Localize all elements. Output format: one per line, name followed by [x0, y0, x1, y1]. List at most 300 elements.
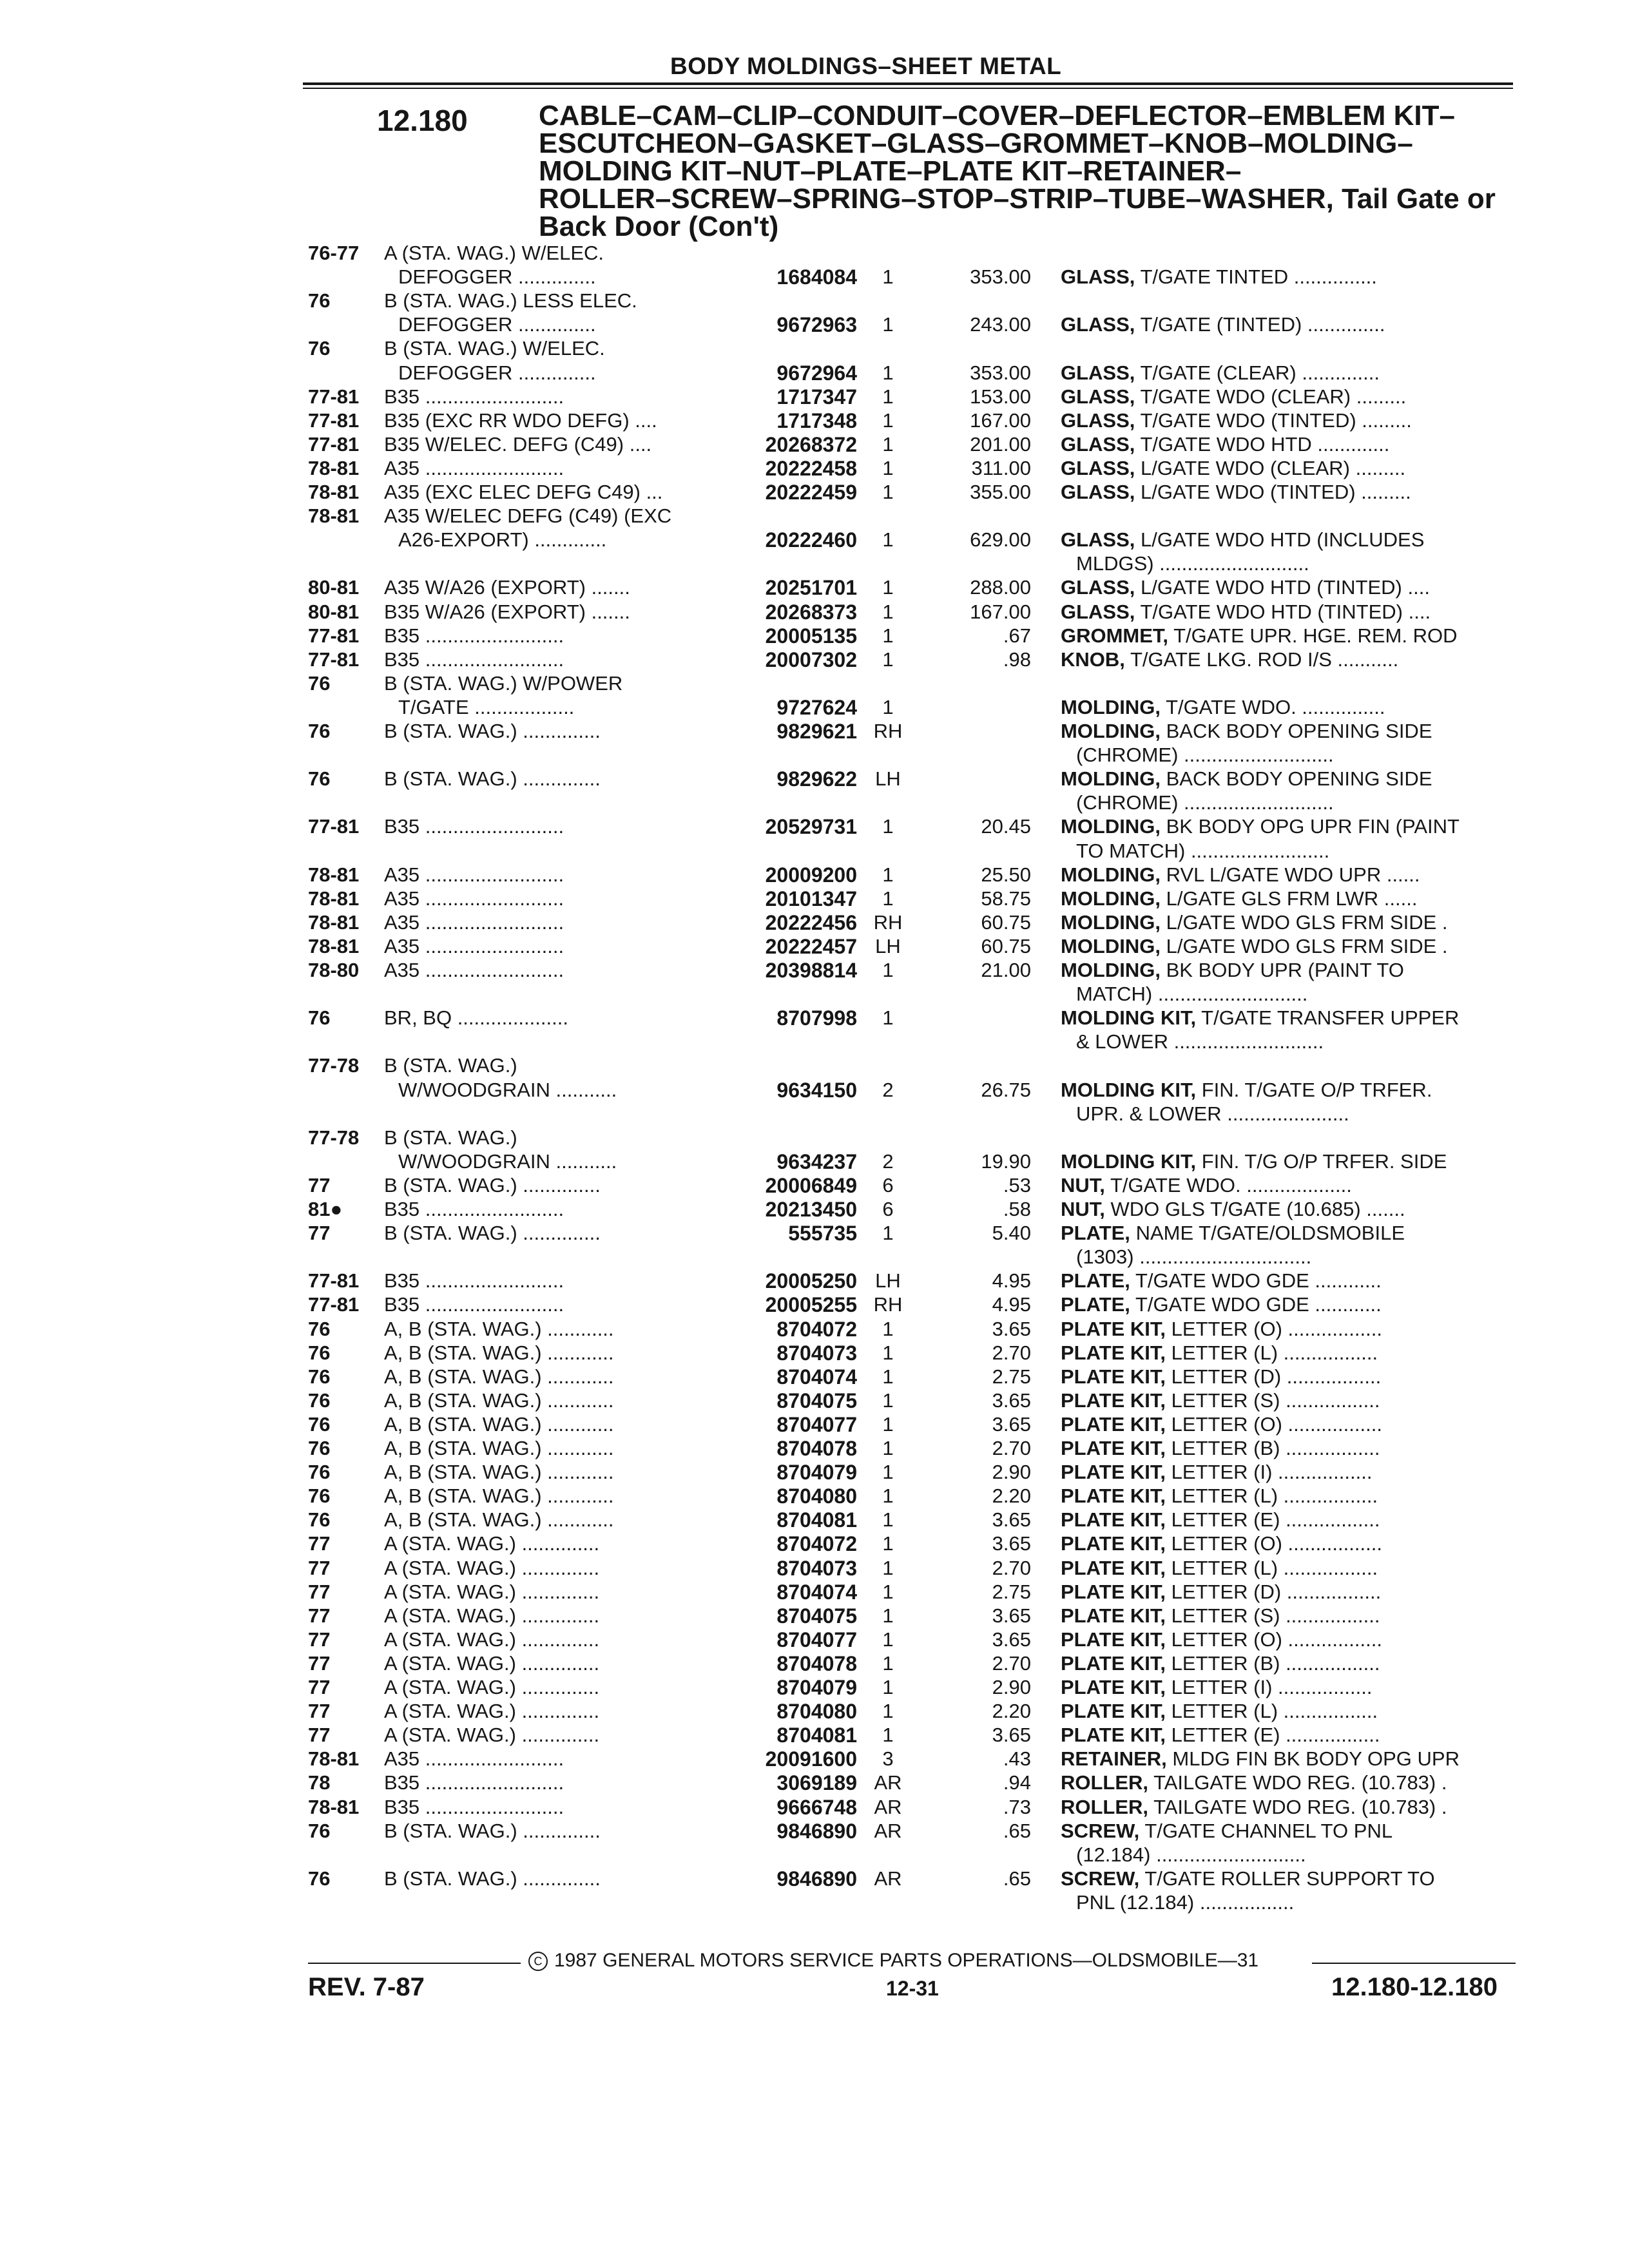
part-number: 8704078: [776, 1437, 857, 1460]
part-name: GLASS,: [1061, 456, 1135, 479]
part-description: [1061, 1197, 1519, 1222]
model-year: 78-81: [308, 505, 360, 528]
part-description: [1061, 600, 1519, 624]
price: 21.00: [981, 959, 1031, 981]
model-application: A (STA. WAG.) ..............: [384, 1700, 600, 1723]
model-application: A35 .........................: [384, 456, 564, 479]
model-year: 76: [308, 1317, 331, 1340]
part-name: MOLDING KIT,: [1061, 1006, 1197, 1030]
part-name: MOLDING KIT,: [1061, 1078, 1197, 1101]
model-application: A35 .........................: [384, 910, 564, 934]
quantity: 1: [882, 265, 894, 289]
model-year: 76: [308, 1006, 331, 1030]
part-detail: L/GATE WDO (CLEAR) .........: [1141, 456, 1406, 479]
model-year: 77-78: [308, 1126, 360, 1149]
model-application: A (STA. WAG.) W/ELEC.: [384, 242, 604, 264]
model-year: 76: [308, 1867, 331, 1890]
model-application: A, B (STA. WAG.) ............: [384, 1461, 614, 1484]
quantity: AR: [874, 1819, 902, 1842]
part-description: [1061, 480, 1519, 505]
part-description: [1061, 575, 1519, 600]
part-name: GLASS,: [1061, 265, 1135, 289]
part-number: 9829622: [776, 767, 857, 791]
quantity: LH: [875, 767, 901, 791]
part-number: 8704081: [776, 1508, 857, 1532]
part-number: 8704079: [776, 1676, 857, 1699]
page-number: 12-31: [886, 1977, 939, 2000]
part-name: GLASS,: [1061, 528, 1135, 552]
model-application: B35 W/A26 (EXPORT) .......: [384, 600, 630, 623]
model-year: 77: [308, 1556, 331, 1579]
model-application: B (STA. WAG.): [384, 1054, 517, 1077]
model-application: A35 .........................: [384, 934, 564, 957]
part-description: [1061, 1819, 1519, 1843]
price: 60.75: [981, 934, 1031, 957]
part-number: 8704080: [776, 1485, 857, 1508]
model-year: 77-81: [308, 648, 360, 671]
price: 2.90: [992, 1676, 1031, 1698]
copyright-icon: C: [528, 1952, 548, 1971]
part-description: [1061, 648, 1519, 672]
part-description: [1061, 910, 1519, 935]
part-detail: LETTER (D) .................: [1171, 1580, 1382, 1603]
model-year: 78-81: [308, 481, 360, 503]
price: .94: [1003, 1771, 1031, 1794]
part-name: GLASS,: [1061, 600, 1135, 623]
part-name: PLATE KIT,: [1061, 1485, 1166, 1508]
quantity: 2: [882, 1078, 894, 1101]
model-application: B (STA. WAG.) ..............: [384, 767, 601, 791]
part-number: 8704077: [776, 1628, 857, 1651]
model-year: 77-81: [308, 432, 360, 456]
part-description-cont: PNL (12.184) .................: [1076, 1890, 1295, 1914]
part-detail: RVL L/GATE WDO UPR ......: [1166, 863, 1420, 886]
part-description: [1061, 934, 1519, 959]
part-name: MOLDING,: [1061, 910, 1161, 934]
model-year: 76: [308, 1485, 331, 1508]
part-number: 20091600: [765, 1747, 857, 1771]
part-detail: TAILGATE WDO REG. (10.783) .: [1153, 1771, 1447, 1794]
part-description: [1061, 1795, 1519, 1820]
part-description: [1061, 719, 1519, 744]
part-detail: L/GATE WDO GLS FRM SIDE .: [1166, 934, 1448, 957]
model-year: 77-78: [308, 1054, 360, 1077]
part-description-cont: (1303) ...............................: [1076, 1245, 1312, 1269]
model-year: 76: [308, 1389, 331, 1412]
part-description: [1061, 1771, 1519, 1795]
part-name: PLATE KIT,: [1061, 1532, 1166, 1555]
part-description: [1061, 1556, 1519, 1581]
quantity: AR: [874, 1795, 902, 1818]
part-name: ROLLER,: [1061, 1771, 1149, 1794]
model-application: B35 (EXC RR WDO DEFG) ....: [384, 408, 657, 432]
model-application: A (STA. WAG.) ..............: [384, 1556, 600, 1579]
quantity: 2: [882, 1149, 894, 1173]
part-number: 9829621: [776, 720, 857, 743]
model-year: 78-81: [308, 1795, 360, 1818]
part-name: PLATE KIT,: [1061, 1580, 1166, 1603]
model-year: 78-81: [308, 910, 360, 934]
section-title-line: CABLE–CAM–CLIP–CONDUIT–COVER–DEFLECTOR–EMBLEM KIT–: [539, 100, 1456, 131]
part-number: 20222458: [765, 456, 857, 480]
quantity: 1: [882, 456, 894, 479]
part-number: 8707998: [776, 1006, 857, 1030]
part-detail: BACK BODY OPENING SIDE: [1166, 720, 1432, 742]
part-detail: LETTER (B) .................: [1171, 1437, 1380, 1459]
part-number: 20101347: [765, 887, 857, 910]
part-description: [1061, 1341, 1519, 1365]
part-description: [1061, 1317, 1519, 1341]
part-description: [1061, 1532, 1519, 1556]
price: 355.00: [970, 481, 1031, 503]
part-description: [1061, 456, 1519, 481]
quantity: 1: [882, 815, 894, 838]
model-year: 77-81: [308, 408, 360, 432]
quantity: 1: [882, 1461, 894, 1484]
model-application: A, B (STA. WAG.) ............: [384, 1341, 614, 1364]
model-year: 77: [308, 1700, 331, 1723]
model-year: 77: [308, 1628, 331, 1651]
model-application: A, B (STA. WAG.) ............: [384, 1317, 614, 1340]
part-description: [1061, 1460, 1519, 1485]
model-application: A, B (STA. WAG.) ............: [384, 1412, 614, 1436]
quantity: AR: [874, 1867, 902, 1890]
footer-rule-left: [308, 1963, 521, 1964]
price: 2.70: [992, 1651, 1031, 1675]
part-number: 20251701: [765, 576, 857, 600]
price: 3.65: [992, 1412, 1031, 1436]
model-application: A35 .........................: [384, 863, 564, 886]
price: 4.95: [992, 1293, 1031, 1316]
price: 58.75: [981, 887, 1031, 910]
quantity: 1: [882, 1317, 894, 1340]
price: 2.20: [992, 1485, 1031, 1508]
quantity: 1: [882, 408, 894, 432]
part-description: [1061, 1628, 1519, 1652]
price: 3.65: [992, 1604, 1031, 1627]
model-year: 78-80: [308, 959, 360, 981]
footer-copyright: [528, 1950, 1258, 1972]
quantity: RH: [873, 910, 903, 934]
section-title-line: Back Door (Con't): [539, 211, 779, 242]
part-description: [1061, 1293, 1519, 1317]
model-application-cont: DEFOGGER ..............: [398, 313, 596, 336]
part-detail: BACK BODY OPENING SIDE: [1166, 767, 1432, 791]
part-description: [1061, 1604, 1519, 1628]
price: 4.95: [992, 1269, 1031, 1293]
quantity: 1: [882, 624, 894, 647]
model-application: A (STA. WAG.) ..............: [384, 1676, 600, 1698]
model-year: 77-81: [308, 815, 360, 838]
part-number: 20529731: [765, 815, 857, 839]
part-detail: MLDG FIN BK BODY OPG UPR: [1172, 1747, 1460, 1771]
part-name: PLATE KIT,: [1061, 1389, 1166, 1412]
model-year: 76: [308, 1365, 331, 1388]
part-detail: LETTER (O) .................: [1171, 1317, 1382, 1340]
price: 243.00: [970, 313, 1031, 336]
part-detail: BK BODY OPG UPR FIN (PAINT: [1166, 815, 1460, 838]
model-year: 76: [308, 767, 331, 791]
model-application: B35 .........................: [384, 1293, 564, 1316]
part-name: RETAINER,: [1061, 1747, 1167, 1771]
part-name: PLATE KIT,: [1061, 1700, 1166, 1723]
part-description: [1061, 695, 1519, 720]
part-number: 20268373: [765, 600, 857, 624]
model-year: 76: [308, 1461, 331, 1484]
model-application: B35 .........................: [384, 1795, 564, 1818]
part-description-cont: MLDGS) ...........................: [1076, 552, 1309, 575]
model-year: 76-77: [308, 242, 360, 264]
model-application: A (STA. WAG.) ..............: [384, 1580, 600, 1603]
model-application: B (STA. WAG.) W/ELEC.: [384, 337, 605, 360]
part-number: 20222460: [765, 528, 857, 552]
part-detail: T/GATE LKG. ROD I/S ...........: [1130, 648, 1399, 671]
section-title-line: MOLDING KIT–NUT–PLATE–PLATE KIT–RETAINER–: [539, 155, 1242, 187]
price: .58: [1003, 1198, 1031, 1220]
price: 25.50: [981, 863, 1031, 886]
model-application: B35 W/ELEC. DEFG (C49) ....: [384, 432, 652, 456]
model-year: 78-81: [308, 887, 360, 910]
header-rule-thin: [303, 88, 1513, 89]
part-name: PLATE KIT,: [1061, 1317, 1166, 1340]
part-name: MOLDING,: [1061, 887, 1161, 910]
part-number: 8704075: [776, 1389, 857, 1412]
quantity: 1: [882, 1651, 894, 1675]
model-application: B (STA. WAG.): [384, 1126, 517, 1149]
part-number: 1684084: [776, 265, 857, 289]
section-title: [539, 102, 1518, 240]
part-description: [1061, 1747, 1519, 1771]
part-description-cont: UPR. & LOWER ......................: [1076, 1102, 1349, 1125]
part-number: 1717348: [776, 408, 857, 432]
model-application: A, B (STA. WAG.) ............: [384, 1437, 614, 1459]
section-title-line: ROLLER–SCREW–SPRING–STOP–STRIP–TUBE–WASHER, Tail Gate or: [539, 183, 1496, 215]
model-application-cont: W/WOODGRAIN ...........: [398, 1078, 617, 1101]
part-number: 20006849: [765, 1173, 857, 1197]
model-application: BR, BQ ....................: [384, 1006, 568, 1030]
part-description: [1061, 1412, 1519, 1437]
part-detail: T/GATE WDO GDE ............: [1135, 1269, 1382, 1293]
part-detail: LETTER (E) .................: [1171, 1724, 1380, 1747]
part-number: 1717347: [776, 385, 857, 408]
part-detail: L/GATE WDO HTD (TINTED) ....: [1141, 576, 1430, 599]
section-number: 12.180: [377, 104, 468, 137]
price: .43: [1003, 1747, 1031, 1771]
quantity: 1: [882, 1365, 894, 1388]
model-application: A35 W/A26 (EXPORT) .......: [384, 576, 630, 599]
part-detail: L/GATE GLS FRM LWR ......: [1166, 887, 1418, 910]
part-description: [1061, 408, 1519, 433]
quantity: 1: [882, 481, 894, 503]
model-application: B (STA. WAG.) ..............: [384, 1819, 601, 1842]
part-description: [1061, 1580, 1519, 1604]
part-number: 9846890: [776, 1819, 857, 1843]
part-number: 20268372: [765, 432, 857, 456]
part-description: [1061, 1149, 1519, 1174]
model-year: 76: [308, 289, 331, 312]
quantity: 1: [882, 313, 894, 336]
part-name: MOLDING,: [1061, 695, 1161, 718]
model-year: 77: [308, 1580, 331, 1603]
part-description-cont: (CHROME) ...........................: [1076, 744, 1334, 767]
model-year: 76: [308, 1508, 331, 1532]
model-year: 77-81: [308, 385, 360, 408]
part-detail: FIN. T/G O/P TRFER. SIDE: [1201, 1149, 1447, 1173]
model-application: A (STA. WAG.) ..............: [384, 1604, 600, 1627]
price: .65: [1003, 1867, 1031, 1890]
part-description: [1061, 1675, 1519, 1700]
price: .53: [1003, 1173, 1031, 1196]
quantity: LH: [875, 934, 901, 957]
model-application: A, B (STA. WAG.) ............: [384, 1485, 614, 1508]
model-year: 77: [308, 1724, 331, 1747]
part-name: PLATE KIT,: [1061, 1724, 1166, 1747]
part-name: PLATE,: [1061, 1222, 1130, 1245]
quantity: 1: [882, 959, 894, 981]
part-detail: LETTER (I) .................: [1171, 1461, 1373, 1484]
part-description: [1061, 1699, 1519, 1724]
part-detail: T/GATE WDO (CLEAR) .........: [1140, 385, 1407, 408]
quantity: 1: [882, 1485, 894, 1508]
model-year: 76: [308, 1437, 331, 1459]
part-detail: LETTER (L) .................: [1171, 1556, 1378, 1579]
part-detail: WDO GLS T/GATE (10.685) .......: [1110, 1198, 1405, 1220]
price: 3.65: [992, 1389, 1031, 1412]
part-detail: T/GATE ROLLER SUPPORT TO: [1144, 1867, 1435, 1890]
model-year: 76: [308, 337, 331, 360]
header-rule: [303, 82, 1513, 85]
part-detail: FIN. T/GATE O/P TRFER.: [1201, 1078, 1432, 1101]
part-description: [1061, 1006, 1519, 1030]
page-header-title: BODY MOLDINGS–SHEET METAL: [670, 53, 1062, 79]
part-detail: L/GATE WDO (TINTED) .........: [1141, 481, 1411, 503]
part-name: PLATE,: [1061, 1293, 1130, 1316]
part-number: 20007302: [765, 648, 857, 671]
model-application: A35 .........................: [384, 959, 564, 981]
part-name: GLASS,: [1061, 408, 1135, 432]
price: 3.65: [992, 1532, 1031, 1555]
part-number: 20222456: [765, 910, 857, 934]
part-description: [1061, 265, 1519, 289]
part-description-cont: TO MATCH) .........................: [1076, 839, 1330, 862]
quantity: 1: [882, 1341, 894, 1364]
model-year: 81●: [308, 1198, 343, 1220]
price: .98: [1003, 648, 1031, 671]
quantity: 1: [882, 1006, 894, 1030]
price: 629.00: [970, 528, 1031, 552]
part-name: GLASS,: [1061, 432, 1135, 456]
quantity: 1: [882, 863, 894, 886]
part-description: [1061, 767, 1519, 791]
part-detail: L/GATE WDO HTD (INCLUDES: [1141, 528, 1425, 552]
part-name: MOLDING,: [1061, 934, 1161, 957]
part-name: MOLDING,: [1061, 815, 1161, 838]
model-application: A (STA. WAG.) ..............: [384, 1628, 600, 1651]
quantity: 1: [882, 1628, 894, 1651]
model-application: A (STA. WAG.) ..............: [384, 1724, 600, 1747]
part-number: 8704074: [776, 1365, 857, 1389]
part-detail: LETTER (L) .................: [1171, 1700, 1378, 1723]
part-number: 8704079: [776, 1461, 857, 1485]
part-name: PLATE KIT,: [1061, 1412, 1166, 1436]
part-name: PLATE KIT,: [1061, 1676, 1166, 1698]
part-detail: T/GATE UPR. HGE. REM. ROD: [1173, 624, 1458, 647]
price: 19.90: [981, 1149, 1031, 1173]
model-application: B (STA. WAG.) ..............: [384, 1222, 601, 1245]
part-description: [1061, 1269, 1519, 1293]
part-number: 20005250: [765, 1269, 857, 1293]
part-detail: LETTER (E) .................: [1171, 1508, 1380, 1532]
part-name: GLASS,: [1061, 385, 1135, 408]
part-name: PLATE KIT,: [1061, 1628, 1166, 1651]
model-year: 77: [308, 1676, 331, 1698]
model-year: 77-81: [308, 624, 360, 647]
part-name: MOLDING,: [1061, 959, 1161, 981]
part-name: SCREW,: [1061, 1867, 1140, 1890]
price: 60.75: [981, 910, 1031, 934]
quantity: 1: [882, 385, 894, 408]
part-detail: T/GATE WDO HTD (TINTED) ....: [1140, 600, 1431, 623]
footer-rule-right: [1312, 1963, 1516, 1964]
part-description-cont: MATCH) ...........................: [1076, 983, 1308, 1006]
part-description: [1061, 1723, 1519, 1747]
model-year: 78: [308, 1771, 331, 1794]
quantity: RH: [873, 1293, 903, 1316]
part-detail: T/GATE WDO HTD .............: [1140, 432, 1390, 456]
part-detail: T/GATE WDO GDE ............: [1135, 1293, 1382, 1316]
part-name: NUT,: [1061, 1198, 1105, 1220]
price: 153.00: [970, 385, 1031, 408]
model-application-cont: DEFOGGER ..............: [398, 361, 596, 384]
quantity: 1: [882, 528, 894, 552]
price: 2.90: [992, 1461, 1031, 1484]
part-detail: T/GATE (CLEAR) ..............: [1140, 361, 1380, 384]
model-application-cont: W/WOODGRAIN ...........: [398, 1149, 617, 1173]
part-number: 8704080: [776, 1700, 857, 1724]
model-application: A (STA. WAG.) ..............: [384, 1651, 600, 1675]
price: 3.65: [992, 1508, 1031, 1532]
part-description: [1061, 1173, 1519, 1198]
quantity: 1: [882, 432, 894, 456]
price: .65: [1003, 1819, 1031, 1842]
part-detail: T/GATE WDO. ...............: [1166, 695, 1385, 718]
model-year: 76: [308, 671, 331, 695]
part-name: GLASS,: [1061, 576, 1135, 599]
quantity: 1: [882, 1700, 894, 1723]
part-description: [1061, 528, 1519, 552]
part-detail: LETTER (L) .................: [1171, 1341, 1378, 1364]
part-number: 9727624: [776, 695, 857, 719]
part-number: 8704075: [776, 1604, 857, 1628]
part-description: [1061, 1436, 1519, 1461]
part-number: 3069189: [776, 1771, 857, 1795]
part-detail: TAILGATE WDO REG. (10.783) .: [1153, 1795, 1447, 1818]
part-number: 8704077: [776, 1412, 857, 1436]
part-description: [1061, 432, 1519, 457]
part-description: [1061, 312, 1519, 337]
price: 2.75: [992, 1580, 1031, 1603]
quantity: 6: [882, 1198, 894, 1220]
part-number: 9634237: [776, 1149, 857, 1173]
part-description: [1061, 361, 1519, 385]
part-name: MOLDING,: [1061, 767, 1161, 791]
part-number: 8704072: [776, 1317, 857, 1341]
part-number: 20222457: [765, 934, 857, 958]
part-number: 9672963: [776, 313, 857, 337]
price: 2.70: [992, 1437, 1031, 1459]
part-name: MOLDING KIT,: [1061, 1149, 1197, 1173]
model-year: 76: [308, 1819, 331, 1842]
